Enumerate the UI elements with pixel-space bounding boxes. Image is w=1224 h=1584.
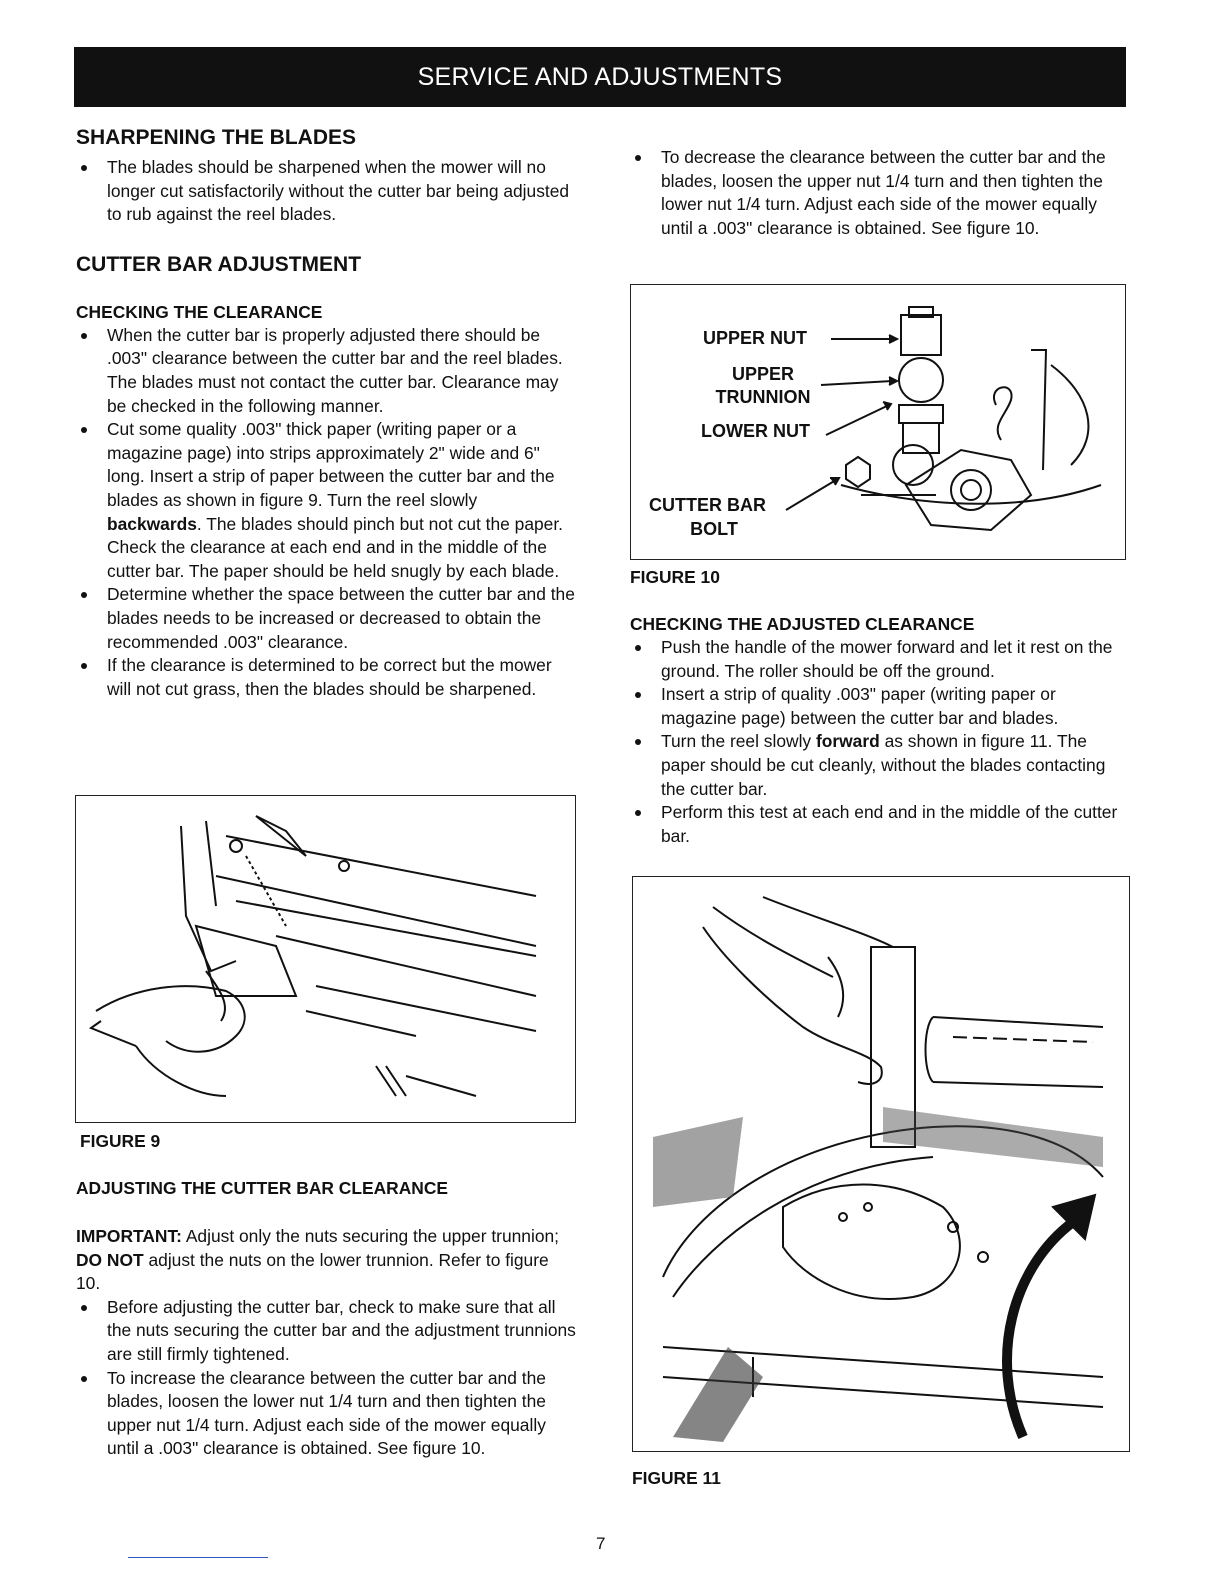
important-note <box>76 1225 576 1296</box>
turn-text-bold: forward <box>815 731 880 752</box>
figure-9-illustration <box>75 795 576 1123</box>
list-item: Before adjusting the cutter bar, check to make sure that all the nuts securing the cutter bar and the adjustment trunnions are still firmly tightened. <box>76 1296 576 1367</box>
list-item <box>630 730 1130 801</box>
reel-forward-illustration <box>633 877 1128 1450</box>
important-text-2: adjust the nuts on the lower trunnion. Refer to figure 10. <box>76 1249 549 1294</box>
list-item: If the clearance is determined to be correct but the mower will not cut grass, then the blades should be sharpened. <box>76 654 576 701</box>
cutter-bar-paper-illustration <box>76 796 574 1121</box>
adjusting-list <box>76 1296 576 1461</box>
label-bolt: BOLT <box>690 519 738 539</box>
important-label: IMPORTANT: <box>76 1226 182 1246</box>
list-item: Push the handle of the mower forward and let it rest on the ground. The roller should be off the ground. <box>630 636 1130 683</box>
label-trunnion: TRUNNION <box>715 387 811 407</box>
turn-text-pre: Turn the reel slowly <box>661 731 816 752</box>
list-item: To decrease the clearance between the cutter bar and the blades, loosen the upper nut 1/4 turn and then tighten the lower nut 1/4 turn. Adjust each side of the mower equally until a .003" clearance is obtained. See figure 10. <box>630 146 1130 240</box>
checking-list <box>76 324 576 702</box>
figure-11-caption: FIGURE 11 <box>632 1468 721 1488</box>
label-upper: UPPER <box>731 364 794 384</box>
list-item: When the cutter bar is properly adjusted there should be .003" clearance between the cutter bar and the reel blades. The blades must not contact the cutter bar. Clearance may be checked in the following manner. <box>76 324 576 418</box>
page-number: 7 <box>596 1534 606 1553</box>
label-cutter-bar: CUTTER BAR <box>649 495 766 515</box>
figure-11-illustration <box>632 876 1130 1452</box>
list-item: Perform this test at each end and in the middle of the cutter bar. <box>630 801 1130 848</box>
checking-adjusted-section <box>630 613 1130 848</box>
label-lower-nut: LOWER NUT <box>701 421 810 441</box>
list-item: Determine whether the space between the cutter bar and the blades needs to be increased or decreased to obtain the recommended .003" clearance. <box>76 583 576 654</box>
adjusting-section <box>76 1177 576 1461</box>
left-column <box>76 124 576 701</box>
sharpening-list <box>76 156 576 227</box>
footer-rule <box>128 1557 268 1558</box>
important-text-1: Adjust only the nuts securing the upper trunnion; <box>181 1226 559 1246</box>
checking-adjusted-list <box>630 636 1130 848</box>
decrease-list <box>630 146 1130 240</box>
figure-9-caption: FIGURE 9 <box>80 1131 161 1151</box>
heading-sharpening: SHARPENING THE BLADES <box>76 126 357 149</box>
heading-cutter-bar: CUTTER BAR ADJUSTMENT <box>76 252 362 276</box>
list-item: Cut some quality .003" thick paper (writing paper or a magazine page) into strips approximately 2" wide and 6" long. Insert a strip of paper between the cutter bar and the blades as shown in figure 9. Turn the reel slowly backwards. The blades should pinch but not cut the paper. Check the clearance at each end and in the middle of the cutter bar. The paper should be held snugly by each blade. <box>76 418 576 583</box>
figure-10-caption: FIGURE 10 <box>630 567 720 587</box>
label-upper-nut: UPPER NUT <box>703 328 808 348</box>
figure-10-illustration <box>630 284 1126 560</box>
list-item: To increase the clearance between the cutter bar and the blades, loosen the lower nut 1/4 turn and then tighten the upper nut 1/4 turn. Adjust each side of the mower equally until a .003" clearance is obtained. See figure 10. <box>76 1367 576 1461</box>
heading-checking-clearance: CHECKING THE CLEARANCE <box>76 301 323 322</box>
heading-checking-adjusted: CHECKING THE ADJUSTED CLEARANCE <box>630 614 975 634</box>
section-title: SERVICE AND ADJUSTMENTS <box>417 63 783 91</box>
do-not-label: DO NOT <box>76 1249 144 1270</box>
list-item: The blades should be sharpened when the mower will no longer cut satisfactorily without the cutter bar being adjusted to rub against the reel blades. <box>76 156 576 227</box>
list-item: Insert a strip of quality .003" paper (writing paper or magazine page) between the cutter bar and blades. <box>630 683 1130 730</box>
section-banner <box>74 47 1126 107</box>
right-column-top <box>630 146 1130 240</box>
turn-text-post: as shown in figure 11. The paper should be cut cleanly, without the blades contacting the cutter bar. <box>661 731 1106 799</box>
heading-adjusting-clearance: ADJUSTING THE CUTTER BAR CLEARANCE <box>76 1178 448 1198</box>
